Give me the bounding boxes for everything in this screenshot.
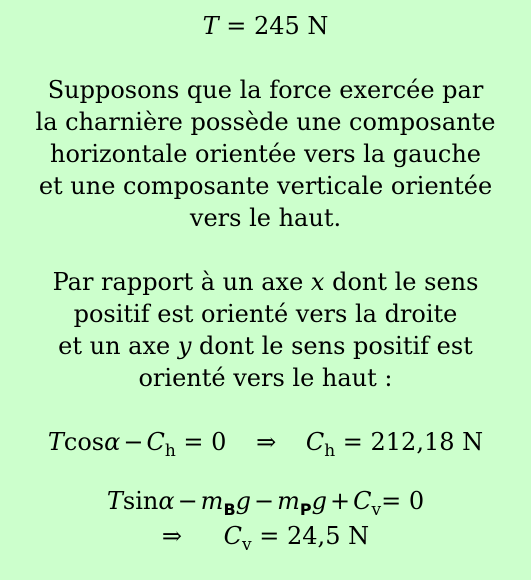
assumption-line-5: vers le haut. xyxy=(189,204,342,232)
eq1-result-value: = 212,18 N xyxy=(342,428,484,456)
eq2-minus-1: − xyxy=(177,487,198,515)
eq1-T: T xyxy=(47,428,64,456)
eq1-result-sub-h: h xyxy=(324,441,336,461)
assumption-line-3: horizontale orientée vers la gauche xyxy=(49,140,482,168)
axes-line-1 xyxy=(0,266,531,298)
axes-line-3-text-a: et un axe xyxy=(58,332,178,360)
axes-line-1-text-a: Par rapport à un axe xyxy=(52,268,311,296)
tension-value-line xyxy=(0,10,531,42)
eq2-T: T xyxy=(106,487,123,515)
eq3-implies: ⇒ xyxy=(161,522,183,550)
eq3-value: = 24,5 N xyxy=(259,522,370,550)
eq2-m1: m xyxy=(200,487,224,515)
eq2-alpha: α xyxy=(158,487,175,515)
horizontal-equilibrium-equation xyxy=(0,426,531,461)
eq1-cos: cos xyxy=(63,428,105,456)
axes-line-3 xyxy=(0,330,531,362)
axes-paragraph xyxy=(0,266,531,394)
assumption-line-4: et une composante verticale orientée xyxy=(38,172,493,200)
eq1-implies: ⇒ xyxy=(256,428,277,456)
eq3-sub-v: v xyxy=(242,535,252,555)
eq2-sub-v: v xyxy=(371,500,382,520)
assumption-paragraph xyxy=(0,74,531,234)
axes-line-3-text-b: dont le sens positif est xyxy=(191,332,473,360)
assumption-line-1: Supposons que la force exercée par xyxy=(47,76,484,104)
tension-symbol: T xyxy=(202,12,219,40)
eq1-equals-zero: = 0 xyxy=(183,428,227,456)
eq2-sub-P: P xyxy=(299,500,312,519)
tension-number: 245 N xyxy=(253,12,329,40)
eq3-C: C xyxy=(223,522,243,550)
eq2-minus-2: − xyxy=(254,487,275,515)
eq1-alpha: α xyxy=(104,428,121,456)
x-axis-symbol: x xyxy=(310,268,325,296)
eq2-g2: g xyxy=(311,487,327,515)
axes-line-4: orienté vers le haut : xyxy=(138,364,393,392)
eq2-m2: m xyxy=(277,487,300,515)
tension-equals: = xyxy=(226,12,247,40)
vertical-component-result xyxy=(0,520,531,555)
eq2-equals-zero: = 0 xyxy=(381,487,425,515)
vertical-equilibrium-equation xyxy=(0,485,531,520)
eq2-C: C xyxy=(353,487,372,515)
axes-line-1-text-b: dont le sens xyxy=(324,268,479,296)
axes-line-2: positif est orienté vers la droite xyxy=(73,300,458,328)
y-axis-symbol: y xyxy=(177,332,192,360)
eq1-minus: − xyxy=(123,428,144,456)
eq2-sin: sin xyxy=(122,487,159,515)
eq1-sub-h: h xyxy=(164,441,176,461)
eq2-g1: g xyxy=(235,487,252,515)
eq1-C: C xyxy=(146,428,165,456)
assumption-line-2: la charnière possède une composante xyxy=(35,108,496,136)
eq2-plus: + xyxy=(330,487,351,515)
eq2-sub-B: B xyxy=(223,500,236,519)
eq1-result-C: C xyxy=(305,428,325,456)
